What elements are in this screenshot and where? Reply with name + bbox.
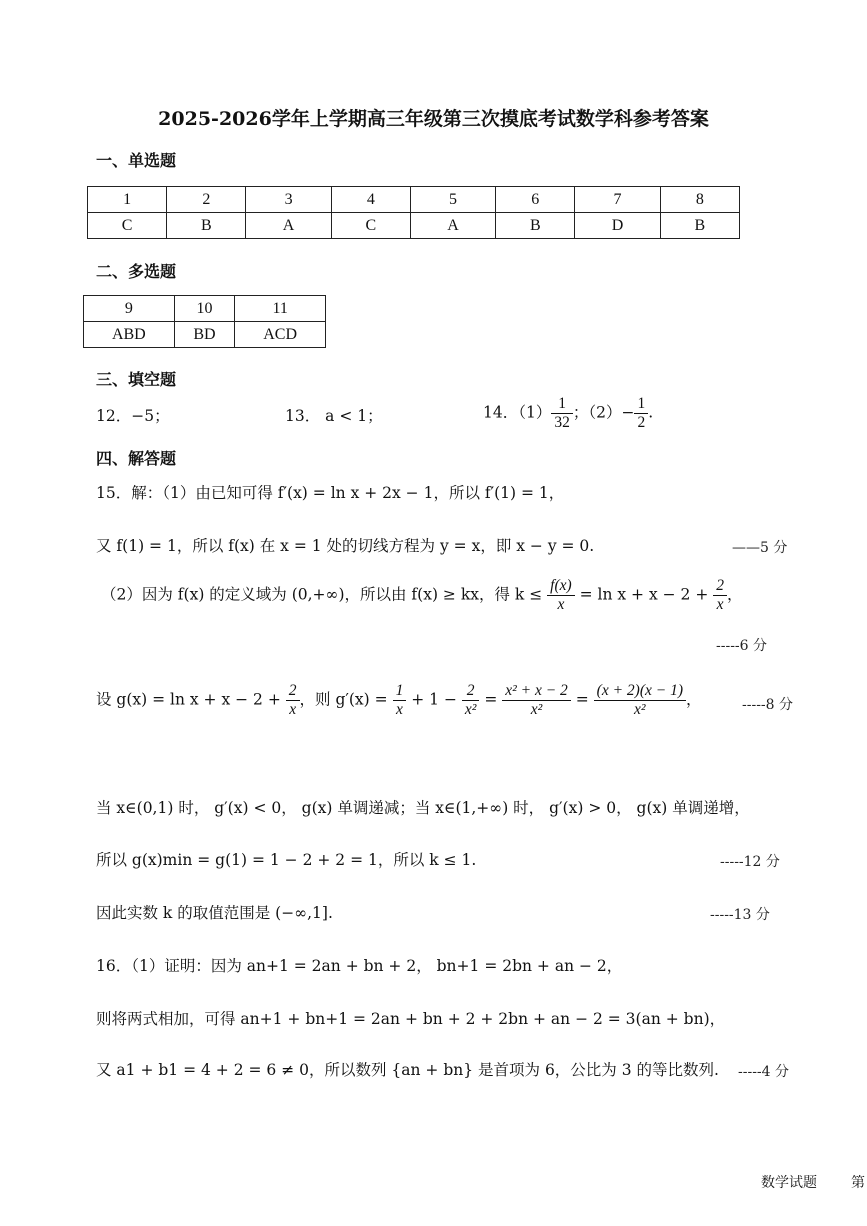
fill-14-end: . (648, 403, 654, 422)
fill-answer-14 (483, 395, 653, 432)
fraction (594, 682, 686, 719)
footer-label: 数学试题 (761, 1175, 817, 1191)
fraction-numerator: f(x) (547, 577, 575, 596)
table-row (88, 187, 740, 213)
question-number: 5 (410, 187, 495, 213)
fill-14-mid: ；（2）− (572, 403, 635, 422)
solution-line: 因此实数 k 的取值范围是 (−∞,1]. (96, 904, 333, 922)
fraction (551, 395, 573, 432)
solution-line: 当 x∈(0,1) 时， g′(x) < 0， g(x) 单调递减；当 x∈(1,+∞) 时， g′(x) > 0， g(x) 单调递增， (96, 799, 750, 817)
question-number: 4 (331, 187, 410, 213)
question-number: 11 (235, 296, 326, 322)
answer-cell: A (246, 213, 331, 239)
score-mark: -----13 分 (710, 907, 770, 923)
fraction-numerator: 1 (551, 395, 573, 414)
score-mark: ——5 分 (732, 540, 788, 556)
solution-line: 所以 g(x)min = g(1) = 1 − 2 + 2 = 1，所以 k ≤ 1. (96, 851, 477, 869)
section-heading-solutions: 四、解答题 (96, 449, 177, 468)
score-mark: -----4 分 (738, 1064, 790, 1080)
fraction (286, 682, 300, 719)
fraction-denominator: x (716, 596, 724, 613)
question-number: 6 (496, 187, 575, 213)
answer-cell: ACD (235, 322, 326, 348)
fill-answer-12: 12．−5； (96, 407, 170, 425)
fraction (713, 577, 727, 614)
page-title: 2025-2026学年上学期高三年级第三次摸底考试数学科参考答案 (158, 108, 709, 130)
fraction-denominator: 2 (637, 414, 646, 431)
section-heading-multi-choice: 二、多选题 (96, 262, 177, 281)
fraction-denominator: x (557, 596, 565, 613)
solution-text: ， (726, 585, 743, 604)
score-mark: -----6 分 (716, 638, 768, 654)
fraction (547, 577, 575, 614)
solution-text: = (479, 690, 503, 709)
solution-line (96, 682, 702, 719)
fill-14-prefix: 14．（1） (483, 403, 552, 422)
question-number: 2 (167, 187, 246, 213)
solution-line: 又 a1 + b1 = 4 + 2 = 6 ≠ 0，所以数列 {an + bn} 是首项为 6，公比为 3 的等比数列. (96, 1061, 719, 1079)
fraction-numerator: 1 (634, 395, 648, 414)
question-number: 9 (84, 296, 175, 322)
section-heading-fill-blank: 三、填空题 (96, 370, 177, 389)
single-choice-answer-table (87, 186, 740, 239)
fraction-numerator: 2 (286, 682, 300, 701)
question-number: 8 (660, 187, 739, 213)
table-row (88, 213, 740, 239)
fraction-numerator: 1 (393, 682, 407, 701)
multi-choice-answer-table (83, 295, 326, 348)
fraction-numerator: 2 (713, 577, 727, 596)
fill-answer-13: 13． a < 1； (285, 407, 383, 425)
solution-line: 则将两式相加，可得 an+1 + bn+1 = 2an + bn + 2 + 2bn + an − 2 = 3(an + bn)， (96, 1010, 726, 1028)
score-mark: -----12 分 (720, 854, 780, 870)
fraction-numerator: (x + 2)(x − 1) (594, 682, 686, 701)
answer-cell: BD (174, 322, 235, 348)
score-mark: -----8 分 (742, 697, 794, 713)
solution-text: = ln x + x − 2 + (574, 585, 714, 604)
solution-line: 15．解：（1）由已知可得 f′(x) = ln x + 2x − 1，所以 f′(1) = 1， (96, 484, 565, 502)
fraction (393, 682, 407, 719)
table-row (84, 322, 326, 348)
solution-text: + 1 − (406, 690, 462, 709)
fraction-denominator: x (289, 701, 297, 718)
question-number: 7 (575, 187, 660, 213)
fraction (634, 395, 648, 432)
fraction-numerator: x² + x − 2 (502, 682, 571, 701)
footer-page: 第 (851, 1175, 865, 1191)
fraction (502, 682, 571, 719)
solution-text: = (570, 690, 594, 709)
fraction-denominator: x² (634, 701, 646, 718)
section-heading-single-choice: 一、单选题 (96, 151, 177, 170)
fraction-numerator: 2 (462, 682, 480, 701)
question-number: 3 (246, 187, 331, 213)
fraction-denominator: x² (464, 701, 477, 718)
answer-cell: B (167, 213, 246, 239)
answer-cell: C (88, 213, 167, 239)
answer-cell: A (410, 213, 495, 239)
solution-line: 16．（1）证明：因为 an+1 = 2an + bn + 2， bn+1 = 2bn + an − 2， (96, 957, 623, 975)
answer-cell: B (660, 213, 739, 239)
answer-cell: B (496, 213, 575, 239)
answer-cell: ABD (84, 322, 175, 348)
fraction (462, 682, 480, 719)
question-number: 10 (174, 296, 235, 322)
solution-text: ， (685, 690, 702, 709)
solution-text: （2）因为 f(x) 的定义域为 (0,+∞)，所以由 f(x) ≥ kx，得 k ≤ (101, 585, 548, 604)
table-row (84, 296, 326, 322)
question-number: 1 (88, 187, 167, 213)
answer-cell: C (331, 213, 410, 239)
fraction-denominator: x² (530, 701, 543, 718)
fraction-denominator: 32 (554, 414, 570, 431)
solution-line: 又 f(1) = 1，所以 f(x) 在 x = 1 处的切线方程为 y = x，即 x − y = 0. (96, 537, 595, 555)
solution-text: 设 g(x) = ln x + x − 2 + (96, 690, 286, 709)
fraction-denominator: x (395, 701, 403, 718)
solution-text: ，则 g′(x) = (299, 690, 393, 709)
solution-line (101, 577, 743, 614)
answer-cell: D (575, 213, 660, 239)
